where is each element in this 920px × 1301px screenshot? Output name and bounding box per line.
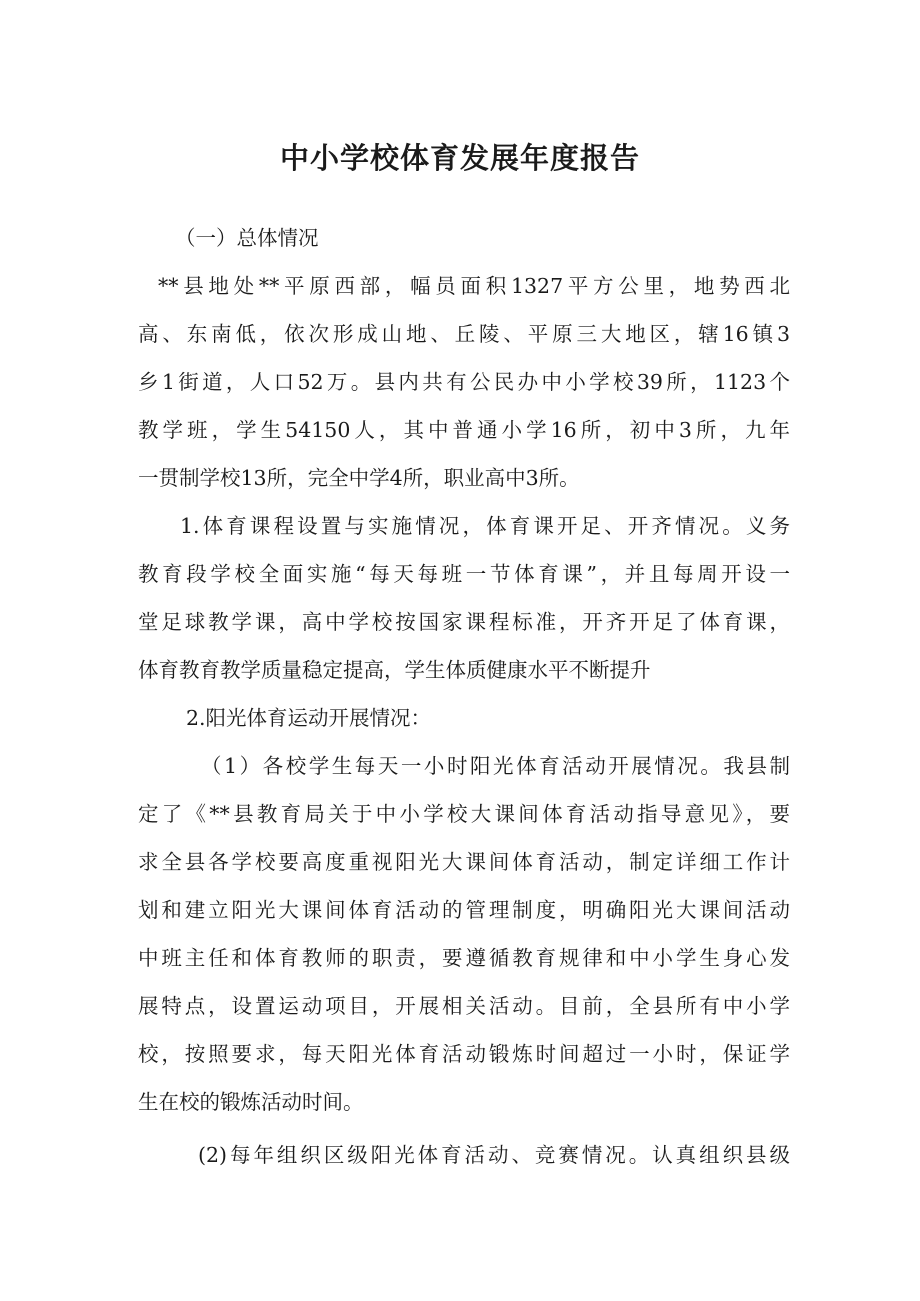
paragraph-line: 生在校的锻炼活动时间。 xyxy=(138,1090,364,1114)
paragraph-line: 教学班，学生54150人，其中普通小学16所，初中3所，九年 xyxy=(138,418,790,442)
section-heading: （一）总体情况 xyxy=(175,226,319,250)
paragraph-line: 教育段学校全面实施“每天每班一节体育课”，并且每周开设一 xyxy=(138,562,790,586)
paragraph-line: 求全县各学校要高度重视阳光大课间体育活动，制定详细工作计 xyxy=(138,850,790,874)
paragraph-line: 乡1街道，人口52万。县内共有公民办中小学校39所，1123个 xyxy=(138,370,790,394)
paragraph-line: 1.体育课程设置与实施情况，体育课开足、开齐情况。义务 xyxy=(180,514,790,538)
paragraph-line: 划和建立阳光大课间体育活动的管理制度，明确阳光大课间活动 xyxy=(138,898,790,922)
paragraph-line: 一贯制学校13所，完全中学4所，职业高中3所。 xyxy=(138,466,580,490)
paragraph-line: 堂足球教学课，高中学校按国家课程标准，开齐开足了体育课， xyxy=(138,610,790,634)
paragraph-line: 体育教育教学质量稳定提高，学生体质健康水平不断提升 xyxy=(138,658,651,682)
paragraph-line: 校，按照要求，每天阳光体育活动锻炼时间超过一小时，保证学 xyxy=(138,1042,790,1066)
paragraph-line: 定了《**县教育局关于中小学校大课间体育活动指导意见》，要 xyxy=(138,802,790,826)
subsection-heading: 2.阳光体育运动开展情况： xyxy=(186,706,432,730)
paragraph-line: 高、东南低，依次形成山地、丘陵、平原三大地区，辖16镇3 xyxy=(138,322,790,346)
paragraph-line: 中班主任和体育教师的职责，要遵循教育规律和中小学生身心发 xyxy=(138,946,790,970)
paragraph-line: (2)每年组织区级阳光体育活动、竞赛情况。认真组织县级 xyxy=(198,1143,790,1167)
page-title: 中小学校体育发展年度报告 xyxy=(279,141,640,175)
paragraph-line: （1）各校学生每天一小时阳光体育活动开展情况。我县制 xyxy=(201,754,790,778)
paragraph-line: 展特点，设置运动项目，开展相关活动。目前，全县所有中小学 xyxy=(138,994,790,1018)
paragraph-line: **县地处**平原西部，幅员面积1327平方公里，地势西北 xyxy=(158,274,790,298)
